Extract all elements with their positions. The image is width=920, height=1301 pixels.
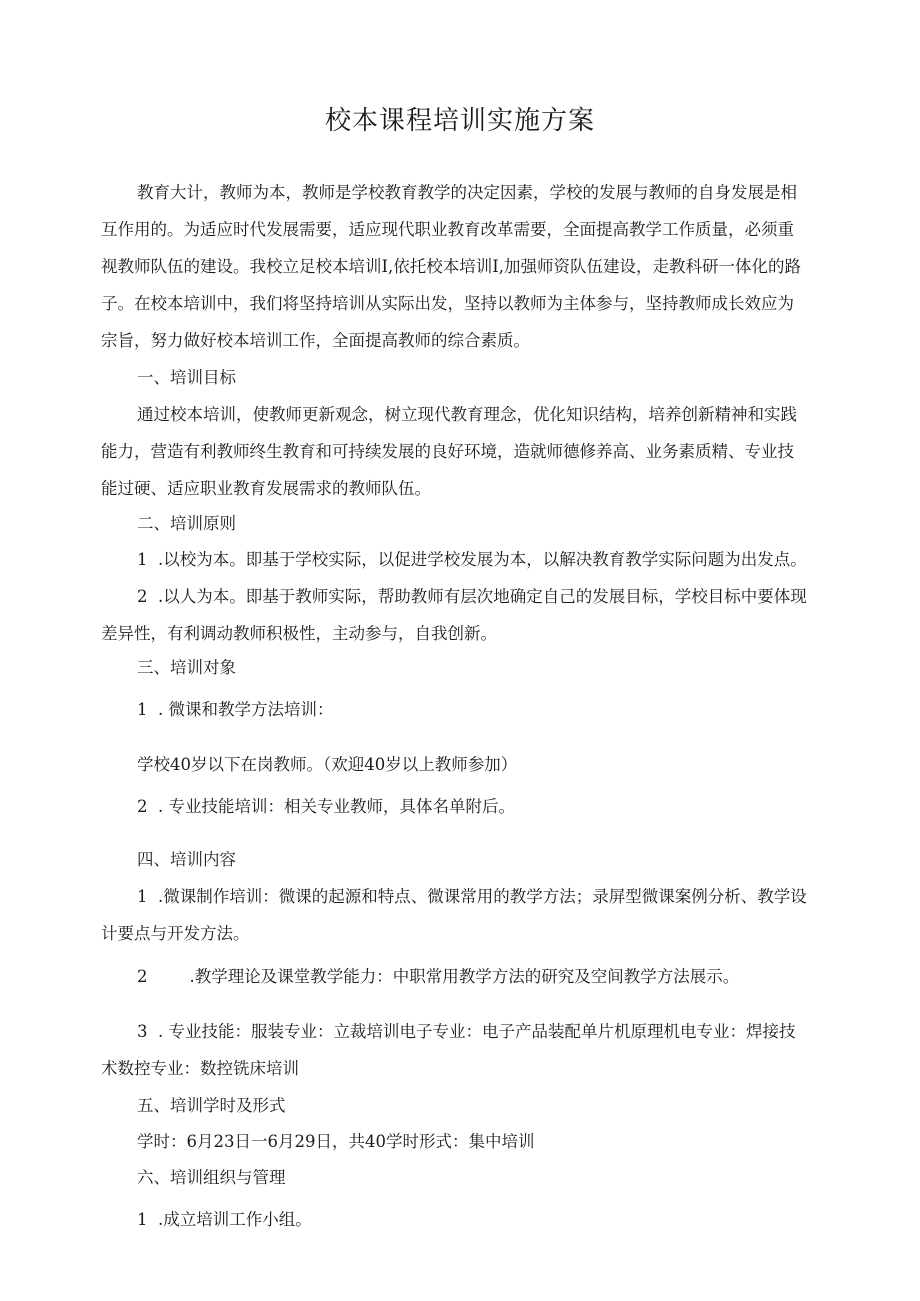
list-item: 2 .教学理论及课堂教学能力：中职常用教学方法的研究及空间教学方法展示。 — [137, 967, 740, 986]
section-heading: 四、培训内容 — [137, 850, 236, 869]
paragraph-line: 互作用的。为适应时代发展需要，适应现代职业教育改革需要，全面提高教学工作质量，必须重 — [101, 220, 794, 239]
list-item: 1 .微课制作培训：微课的起源和特点、微课常用的教学方法；录屏型微课案例分析、教学设 — [137, 887, 807, 906]
paragraph-line: 宗旨，努力做好校本培训工作，全面提高教师的综合素质。 — [101, 331, 530, 350]
paragraph-line: 能过硬、适应职业教育发展需求的教师队伍。 — [101, 479, 431, 498]
list-item: 2 . 专业技能培训：相关专业教师，具体名单附后。 — [137, 797, 515, 816]
list-item: 2 .以人为本。即基于教师实际，帮助教师有层次地确定自己的发展目标，学校目标中要体现 — [137, 587, 807, 606]
paragraph-line: 能力，营造有利教师终生教育和可持续发展的良好环境，造就师德修养高、业务素质精、专业技 — [101, 442, 794, 461]
paragraph-line: 差异性，有利调动教师积极性，主动参与，自我创新。 — [101, 624, 497, 643]
section-heading: 五、培训学时及形式 — [137, 1096, 286, 1115]
list-item: 1 .成立培训工作小组。 — [137, 1210, 312, 1229]
paragraph-line: 学校40岁以下在岗教师。（欢迎40岁以上教师参加） — [137, 755, 518, 774]
paragraph-line: 学时：6月23日一6月29日，共40学时形式：集中培训 — [137, 1132, 535, 1151]
paragraph-line: 视教师队伍的建设。我校立足校本培训Ⅰ,依托校本培训Ⅰ,加强师资队伍建设，走教科研一体化的路 — [101, 257, 802, 276]
section-heading: 三、培训对象 — [137, 658, 236, 677]
paragraph-line: 术数控专业：数控铣床培训 — [101, 1059, 299, 1078]
paragraph-line: 子。在校本培训中，我们将坚持培训从实际出发，坚持以教师为主体参与，坚持教师成长效应为 — [101, 294, 794, 313]
paragraph-line: 教育大计，教师为本，教师是学校教育教学的决定因素，学校的发展与教师的自身发展是相 — [137, 183, 797, 202]
section-heading: 六、培训组织与管理 — [137, 1168, 286, 1187]
list-item: 1 .以校为本。即基于学校实际，以促进学校发展为本，以解决教育教学实际问题为出发点。 — [137, 550, 807, 569]
section-heading: 一、培训目标 — [137, 368, 236, 387]
list-item: 1 . 微课和教学方法培训： — [137, 700, 334, 719]
document-title: 校本课程培训实施方案 — [324, 106, 595, 136]
list-item: 3 . 专业技能：服装专业：立裁培训电子专业：电子产品装配单片机原理机电专业：焊接技 — [137, 1022, 796, 1041]
paragraph-line: 计要点与开发方法。 — [101, 924, 250, 943]
paragraph-line: 通过校本培训，使教师更新观念，树立现代教育理念，优化知识结构，培养创新精神和实践 — [137, 405, 797, 424]
section-heading: 二、培训原则 — [137, 514, 236, 533]
